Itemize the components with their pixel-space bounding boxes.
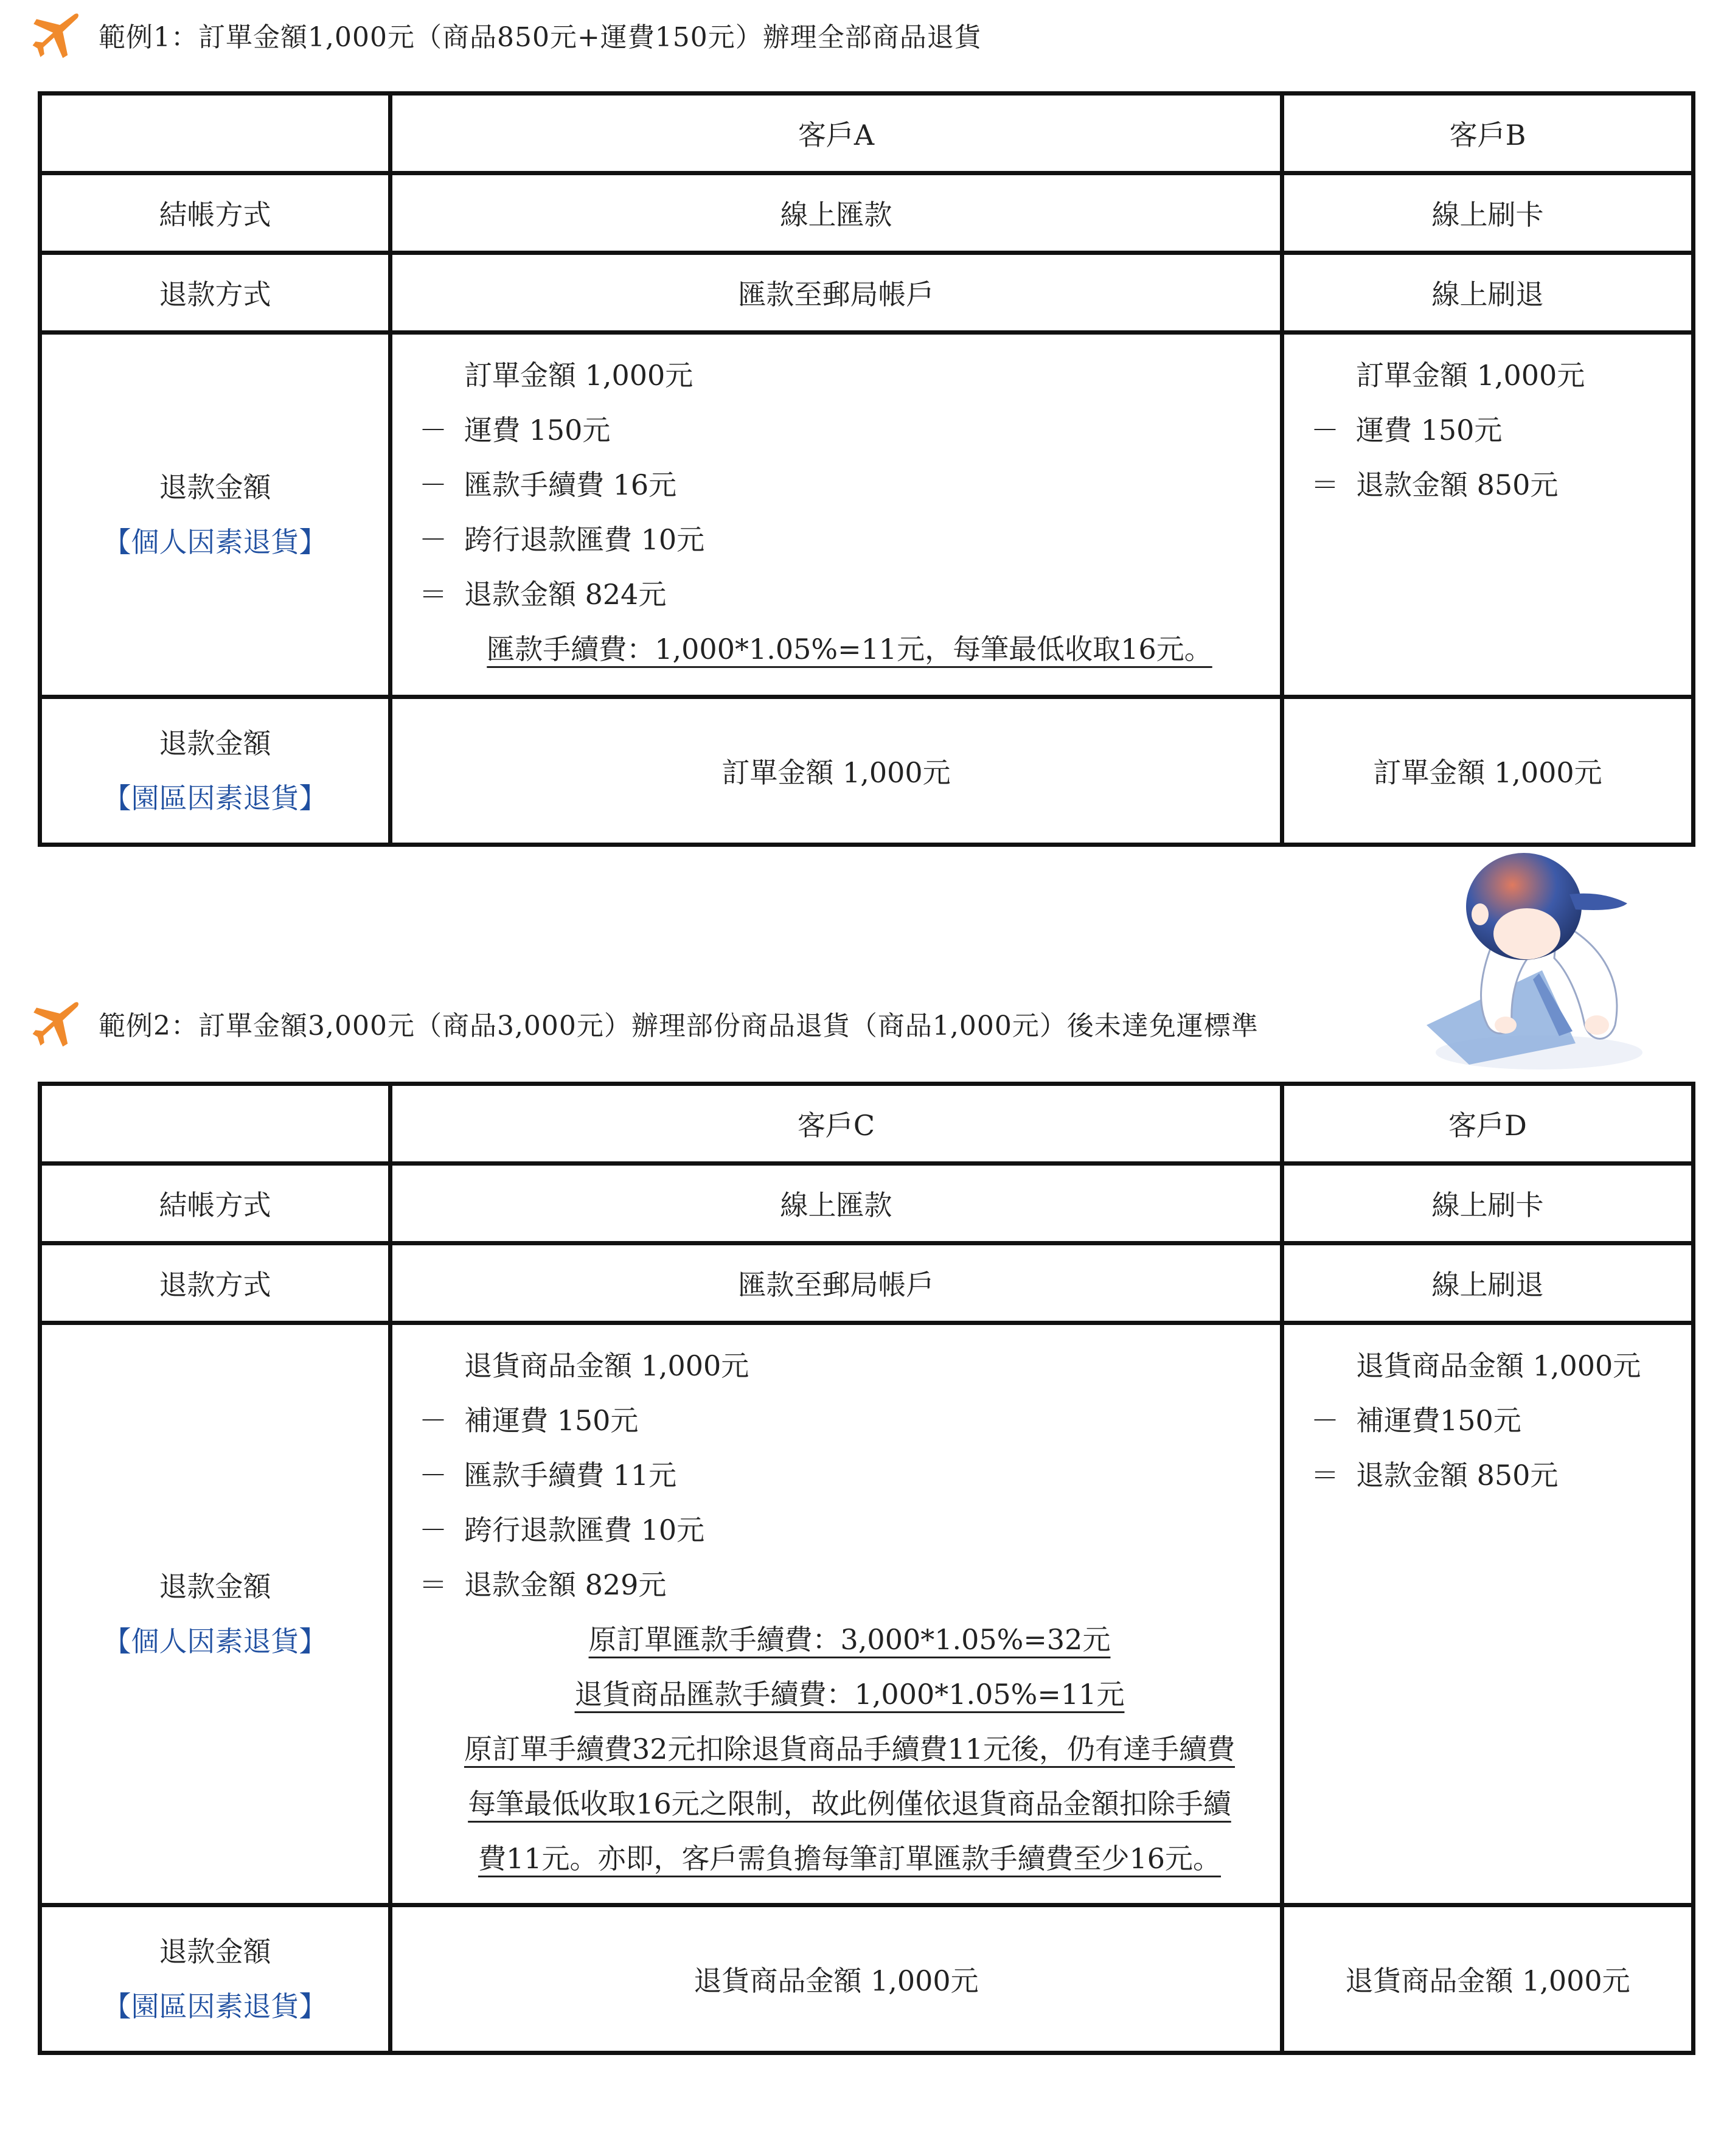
fee-note: 退貨商品匯款手續費：1,000*1.05%=11元 <box>574 1678 1125 1711</box>
fee-note: 費11元。亦即，客戶需負擔每筆訂單匯款手續費至少16元。 <box>478 1842 1222 1875</box>
personal-reason-label: 【個人因素退貨】 <box>103 1625 327 1658</box>
example2-heading <box>32 996 1259 1051</box>
park-a: 訂單金額 1,000元 <box>391 697 1282 845</box>
table-row-checkout <box>40 173 1694 253</box>
row-label-park <box>40 697 391 845</box>
header-customer-d: 客戶D <box>1282 1084 1694 1164</box>
personal-b-cell <box>1282 333 1694 697</box>
example1-title: 範例1：訂單金額1,000元（商品850元+運費150元）辦理全部商品退貨 <box>99 22 982 53</box>
row-label-method: 退款方式 <box>40 253 391 333</box>
girl-reading-illustration <box>1414 843 1664 1074</box>
method-b: 線上刷退 <box>1282 253 1694 333</box>
personal-reason-label: 【個人因素退貨】 <box>103 526 327 558</box>
refund-amount-label: 退款金額 <box>159 471 271 504</box>
checkout-c: 線上匯款 <box>391 1164 1282 1243</box>
row-label-personal <box>40 1323 391 1905</box>
list-item: 訂單金額 1,000元 <box>464 359 693 392</box>
park-reason-label: 【園區因素退貨】 <box>103 782 327 815</box>
list-item: － 跨行退款匯費 10元 <box>419 523 705 556</box>
fee-note: 匯款手續費：1,000*1.05%=11元，每筆最低收取16元。 <box>487 633 1212 666</box>
example2-title: 範例2：訂單金額3,000元（商品3,000元）辦理部份商品退貨（商品1,000元）後未達免運標準 <box>99 1010 1259 1041</box>
table-row-personal <box>40 1323 1694 1905</box>
list-item: － 運費 150元 <box>1311 414 1503 447</box>
header-empty-cell <box>40 1084 391 1164</box>
refund-amount-label: 退款金額 <box>159 1935 271 1968</box>
example2-table <box>38 1082 1695 2055</box>
list-item: － 匯款手續費 16元 <box>419 468 677 501</box>
table-row-method <box>40 253 1694 333</box>
checkout-a: 線上匯款 <box>391 173 1282 253</box>
personal-d-cell <box>1282 1323 1694 1905</box>
table-row-personal <box>40 333 1694 697</box>
personal-a-cell <box>391 333 1282 697</box>
list-item: － 補運費 150元 <box>419 1404 639 1437</box>
table-row-method <box>40 1243 1694 1323</box>
header-customer-b: 客戶B <box>1282 94 1694 173</box>
list-item: － 匯款手續費 11元 <box>419 1459 677 1492</box>
header-empty-cell <box>40 94 391 173</box>
checkout-d: 線上刷卡 <box>1282 1164 1694 1243</box>
row-label-checkout: 結帳方式 <box>40 1164 391 1243</box>
list-item: 訂單金額 1,000元 <box>1356 359 1585 392</box>
example1-table <box>38 91 1695 847</box>
airplane-icon <box>32 999 80 1048</box>
park-d: 退貨商品金額 1,000元 <box>1282 1905 1694 2053</box>
list-item: － 跨行退款匯費 10元 <box>419 1514 705 1546</box>
row-label-personal <box>40 333 391 697</box>
table-row-header <box>40 1084 1694 1164</box>
list-item: ＝ 退款金額 824元 <box>419 578 667 611</box>
list-item: － 運費 150元 <box>419 414 611 447</box>
list-item: 退貨商品金額 1,000元 <box>1356 1349 1641 1382</box>
table-row-checkout <box>40 1164 1694 1243</box>
fee-note: 原訂單匯款手續費：3,000*1.05%=32元 <box>588 1623 1111 1656</box>
row-label-checkout: 結帳方式 <box>40 173 391 253</box>
list-item: ＝ 退款金額 850元 <box>1311 468 1559 501</box>
method-d: 線上刷退 <box>1282 1243 1694 1323</box>
park-reason-label: 【園區因素退貨】 <box>103 1990 327 2023</box>
refund-amount-label: 退款金額 <box>159 727 271 760</box>
refund-amount-label: 退款金額 <box>159 1570 271 1603</box>
personal-c-cell <box>391 1323 1282 1905</box>
row-label-method: 退款方式 <box>40 1243 391 1323</box>
table-row-header <box>40 94 1694 173</box>
airplane-icon <box>32 10 80 59</box>
fee-note: 原訂單手續費32元扣除退貨商品手續費11元後，仍有達手續費 <box>464 1733 1236 1765</box>
header-customer-a: 客戶A <box>391 94 1282 173</box>
header-customer-c: 客戶C <box>391 1084 1282 1164</box>
table-row-park <box>40 1905 1694 2053</box>
fee-note: 每筆最低收取16元之限制，故此例僅依退貨商品金額扣除手續 <box>468 1787 1231 1820</box>
list-item: 退貨商品金額 1,000元 <box>464 1349 749 1382</box>
checkout-b: 線上刷卡 <box>1282 173 1694 253</box>
list-item: ＝ 退款金額 829元 <box>419 1568 667 1601</box>
park-b: 訂單金額 1,000元 <box>1282 697 1694 845</box>
list-item: ＝ 退款金額 850元 <box>1311 1459 1559 1492</box>
method-c: 匯款至郵局帳戶 <box>391 1243 1282 1323</box>
park-c: 退貨商品金額 1,000元 <box>391 1905 1282 2053</box>
method-a: 匯款至郵局帳戶 <box>391 253 1282 333</box>
example1-heading <box>32 7 982 62</box>
table-row-park <box>40 697 1694 845</box>
list-item: － 補運費150元 <box>1311 1404 1521 1437</box>
row-label-park <box>40 1905 391 2053</box>
